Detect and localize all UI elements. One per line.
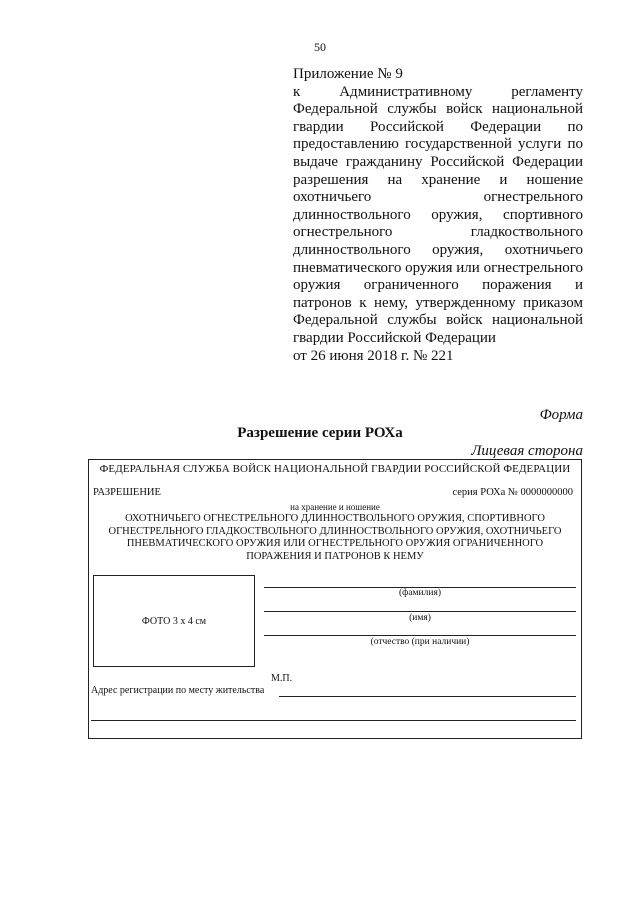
- storage-text: на хранение и ношение: [290, 502, 380, 512]
- surname-caption: (фамилия): [399, 588, 441, 598]
- appendix-date: от 26 июня 2018 г. № 221: [293, 347, 454, 364]
- address-label: Адрес регистрации по месту жительства: [91, 685, 265, 696]
- weapons-text: ОХОТНИЧЬЕГО ОГНЕСТРЕЛЬНОГО ДЛИННОСТВОЛЬНОГО ОРУЖИЯ, СПОРТИВНОГО ОГНЕСТРЕЛЬНОГО ГЛАДКОСТВОЛЬНОГО ДЛИННОСТВОЛЬНОГО ОРУЖИЯ, ОХОТНИЧЬЕГО ПНЕВМАТИЧЕСКОГО ОРУЖИЯ ИЛИ ОГНЕСТРЕЛЬНОГО ОРУЖИЯ ОГРАНИЧЕННОГО ПОРАЖЕНИЯ И ПАТРОНОВ К НЕМУ: [108, 513, 562, 562]
- document-title: Разрешение серии РОХа: [237, 425, 403, 441]
- patronymic-line: [264, 635, 576, 636]
- serial-number: серия РОХа № 0000000000: [452, 487, 573, 498]
- name-caption: (имя): [409, 613, 431, 623]
- name-line: [264, 611, 576, 612]
- appendix-title: Приложение № 9: [293, 66, 403, 82]
- address-line-1: [279, 696, 576, 697]
- side-label: Лицевая сторона: [471, 443, 583, 459]
- appendix-body: к Административному регламенту Федеральной службы войск национальной гвардии Российской Федерации по предоставлению государственной услуги по выдаче гражданину Российской Федерации разрешения на хранение и ношение охотничьего огнестрельного длинноствольного оружия, спортивного огнестрельного гладкоствольного длинноствольного оружия, охотничьего пневматического оружия или огнестрельного оружия ограниченного поражения и патронов к нему, утвержденному приказом Федеральной службы войск национальной гвардии Российской Федерации: [293, 83, 583, 346]
- patronymic-caption: (отчество (при наличии): [370, 637, 470, 647]
- appendix-header: [293, 66, 583, 365]
- permit-form: [88, 459, 582, 739]
- agency-name: ФЕДЕРАЛЬНАЯ СЛУЖБА ВОЙСК НАЦИОНАЛЬНОЙ ГВАРДИИ РОССИЙСКОЙ ФЕДЕРАЦИИ: [99, 463, 571, 475]
- permit-word: РАЗРЕШЕНИЕ: [93, 487, 161, 498]
- photo-placeholder: [93, 575, 255, 667]
- address-line-2: [91, 720, 576, 721]
- stamp-label: М.П.: [271, 673, 293, 684]
- form-label: Форма: [539, 407, 583, 423]
- photo-label: ФОТО 3 х 4 см: [141, 615, 207, 627]
- page-number: 50: [314, 40, 326, 54]
